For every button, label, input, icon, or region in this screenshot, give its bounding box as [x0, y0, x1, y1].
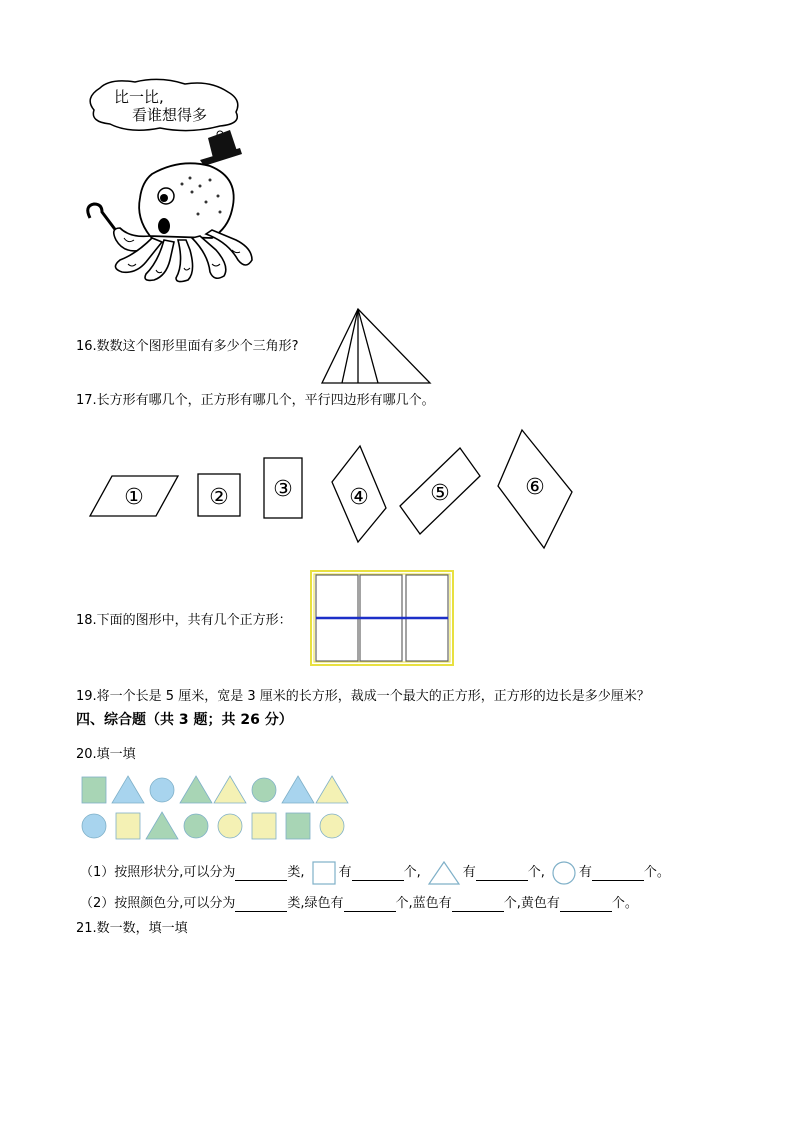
circle-icon: [551, 860, 577, 886]
yellow-square: [116, 813, 140, 839]
question-20-1: （1）按照形状分,可以分为 类, 有 个, 有 个, 有 个。: [80, 860, 670, 886]
question-20: 20.填一填: [76, 747, 136, 762]
label-3: ③: [273, 477, 293, 502]
label-1: ①: [124, 485, 144, 510]
green-triangle: [146, 812, 178, 839]
green-circle: [252, 778, 276, 802]
octopus-illustration: [80, 78, 255, 283]
q20-2-blank-yellow[interactable]: [560, 897, 612, 912]
green-square: [286, 813, 310, 839]
section-4-heading: 四、综合题（共 3 题；共 26 分）: [76, 712, 293, 728]
triangle-icon: [427, 860, 461, 886]
triangle-count-figure: [318, 305, 434, 385]
question-21: 21.数一数，填一填: [76, 921, 188, 936]
shape-rows-figure: [80, 774, 350, 844]
question-18: 18.下面的图形中，共有几个正方形：: [76, 613, 292, 628]
blue-triangle: [282, 776, 314, 803]
q20-1-blank-square[interactable]: [352, 866, 404, 881]
question-17: 17.长方形有哪几个，正方形有哪几个，平行四边形有哪几个。: [76, 393, 435, 408]
label-5: ⑤: [430, 481, 450, 506]
yellow-triangle: [214, 776, 246, 803]
yellow-circle: [218, 814, 242, 838]
q20-1-blank-triangle[interactable]: [476, 866, 528, 881]
q20-2-blank-green[interactable]: [344, 897, 396, 912]
q20-1-blank-circle[interactable]: [592, 866, 644, 881]
question-16: 16.数数这个图形里面有多少个三角形?: [76, 339, 299, 354]
blue-circle: [150, 778, 174, 802]
bubble-line2: 看谁想得多: [132, 106, 208, 124]
question-20-2: （2）按照颜色分,可以分为 类,绿色有 个,蓝色有 个,黄色有 个。: [80, 896, 638, 911]
blue-triangle: [112, 776, 144, 803]
label-2: ②: [209, 485, 229, 510]
q20-1-blank-categories[interactable]: [235, 866, 287, 881]
q20-2-blank-blue[interactable]: [452, 897, 504, 912]
label-4: ④: [349, 485, 369, 510]
yellow-square: [252, 813, 276, 839]
green-triangle: [180, 776, 212, 803]
bubble-line1: 比一比,: [114, 88, 164, 106]
quadrilateral-figures: [88, 428, 578, 552]
q20-2-blank-categories[interactable]: [235, 897, 287, 912]
square-grid-figure: [310, 570, 454, 666]
q20-1-prefix: （1）按照形状分,可以分为: [80, 865, 236, 880]
label-6: ⑥: [525, 475, 545, 500]
green-circle: [184, 814, 208, 838]
yellow-triangle: [316, 776, 348, 803]
question-19: 19.将一个长是 5 厘米，宽是 3 厘米的长方形，裁成一个最大的正方形，正方形的边长是多少厘米？: [76, 689, 650, 704]
blue-circle: [82, 814, 106, 838]
green-square: [82, 777, 106, 803]
yellow-circle: [320, 814, 344, 838]
square-icon: [311, 861, 337, 885]
